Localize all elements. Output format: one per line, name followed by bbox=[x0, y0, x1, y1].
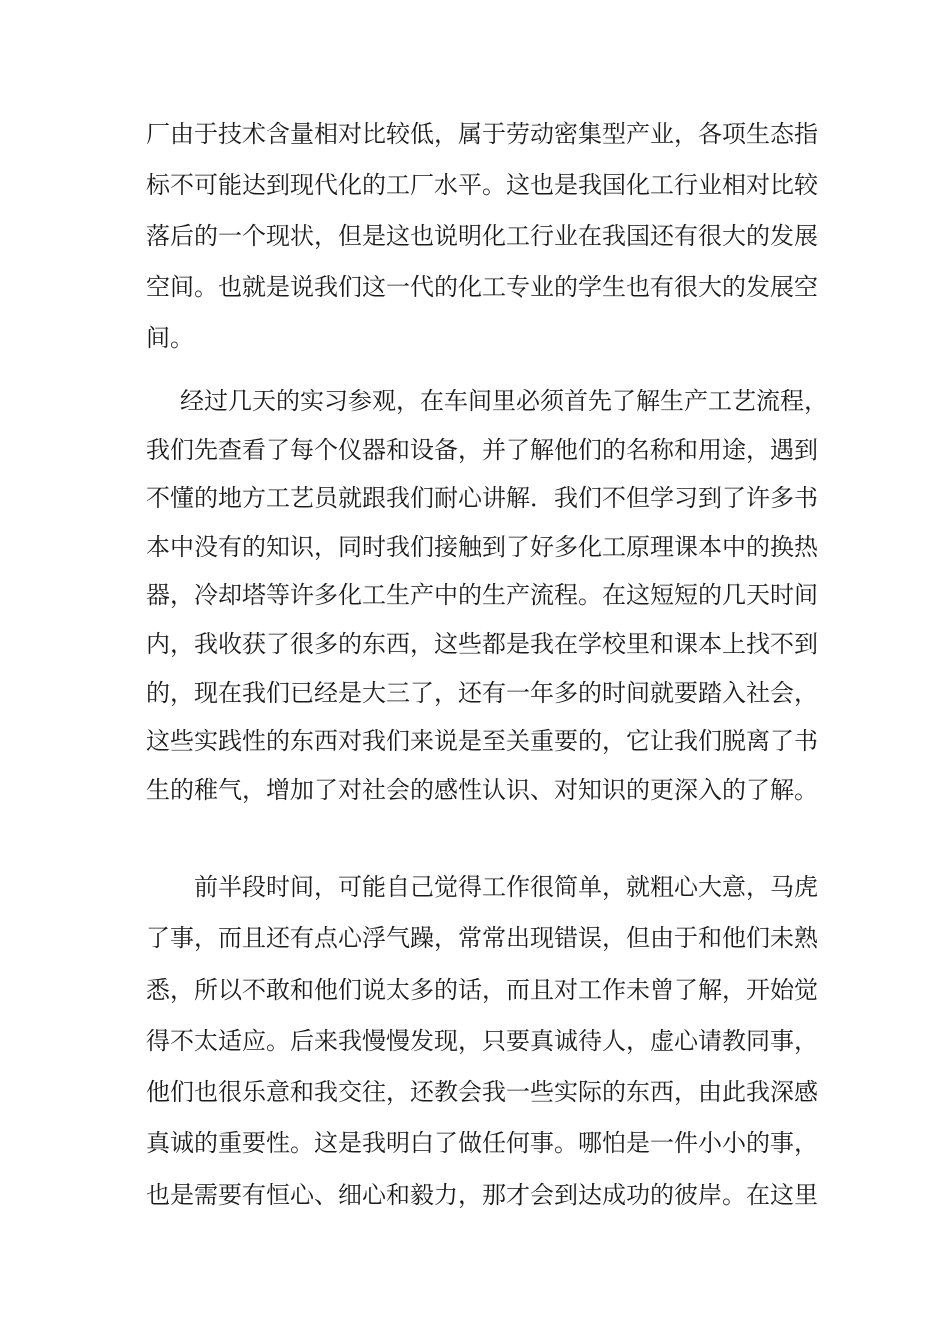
text-line: 厂由于技术含量相对比较低，属于劳动密集型产业，各项生态指 bbox=[146, 120, 818, 148]
text-line: 内，我收获了很多的东西，这些都是我在学校里和课本上找不到 bbox=[146, 629, 818, 658]
text-line: 他们也很乐意和我交往，还教会我一些实际的东西，由此我深感 bbox=[146, 1078, 818, 1107]
paragraph-1 bbox=[146, 109, 818, 364]
text-line: 悉，所以不敢和他们说太多的话，而且对工作未曾了解，开始觉 bbox=[146, 975, 818, 1004]
text-line: 我们先查看了每个仪器和设备，并了解他们的名称和用途，遇到 bbox=[146, 435, 818, 464]
text-line: 间。 bbox=[146, 324, 194, 352]
text-line: 得不太适应。后来我慢慢发现，只要真诚待人，虚心请教同事， bbox=[146, 1026, 818, 1055]
text-line: 了事，而且还有点心浮气躁，常常出现错误，但由于和他们未熟 bbox=[146, 924, 818, 953]
paragraph-2 bbox=[146, 377, 828, 814]
text-line: 不懂的地方工艺员就跟我们耐心讲解．我们不但学习到了许多书 bbox=[146, 484, 818, 513]
text-line: 标不可能达到现代化的工厂水平。这也是我国化工行业相对比较 bbox=[146, 171, 818, 199]
text-line: 经过几天的实习参观，在车间里必须首先了解生产工艺流程， bbox=[180, 387, 828, 415]
text-line: 的，现在我们已经是大三了，还有一年多的时间就要踏入社会， bbox=[146, 678, 818, 707]
text-line: 也是需要有恒心、细心和毅力，那才会到达成功的彼岸。在这里 bbox=[146, 1180, 818, 1209]
text-line: 落后的一个现状，但是这也说明化工行业在我国还有很大的发展 bbox=[146, 222, 818, 250]
text-line: 前半段时间，可能自己觉得工作很简单，就粗心大意，马虎 bbox=[194, 873, 818, 901]
text-line: 本中没有的知识，同时我们接触到了好多化工原理课本中的换热 bbox=[146, 532, 818, 561]
paragraph-3 bbox=[146, 862, 818, 1221]
text-line: 器，冷却塔等许多化工生产中的生产流程。在这短短的几天时间 bbox=[146, 581, 818, 610]
text-line: 真诚的重要性。这是我明白了做任何事。哪怕是一件小小的事， bbox=[146, 1129, 818, 1158]
text-line: 生的稚气，增加了对社会的感性认识、对知识的更深入的了解。 bbox=[146, 775, 818, 804]
text-line: 这些实践性的东西对我们来说是至关重要的，它让我们脱离了书 bbox=[146, 727, 818, 756]
text-line: 空间。也就是说我们这一代的化工专业的学生也有很大的发展空 bbox=[146, 273, 818, 301]
